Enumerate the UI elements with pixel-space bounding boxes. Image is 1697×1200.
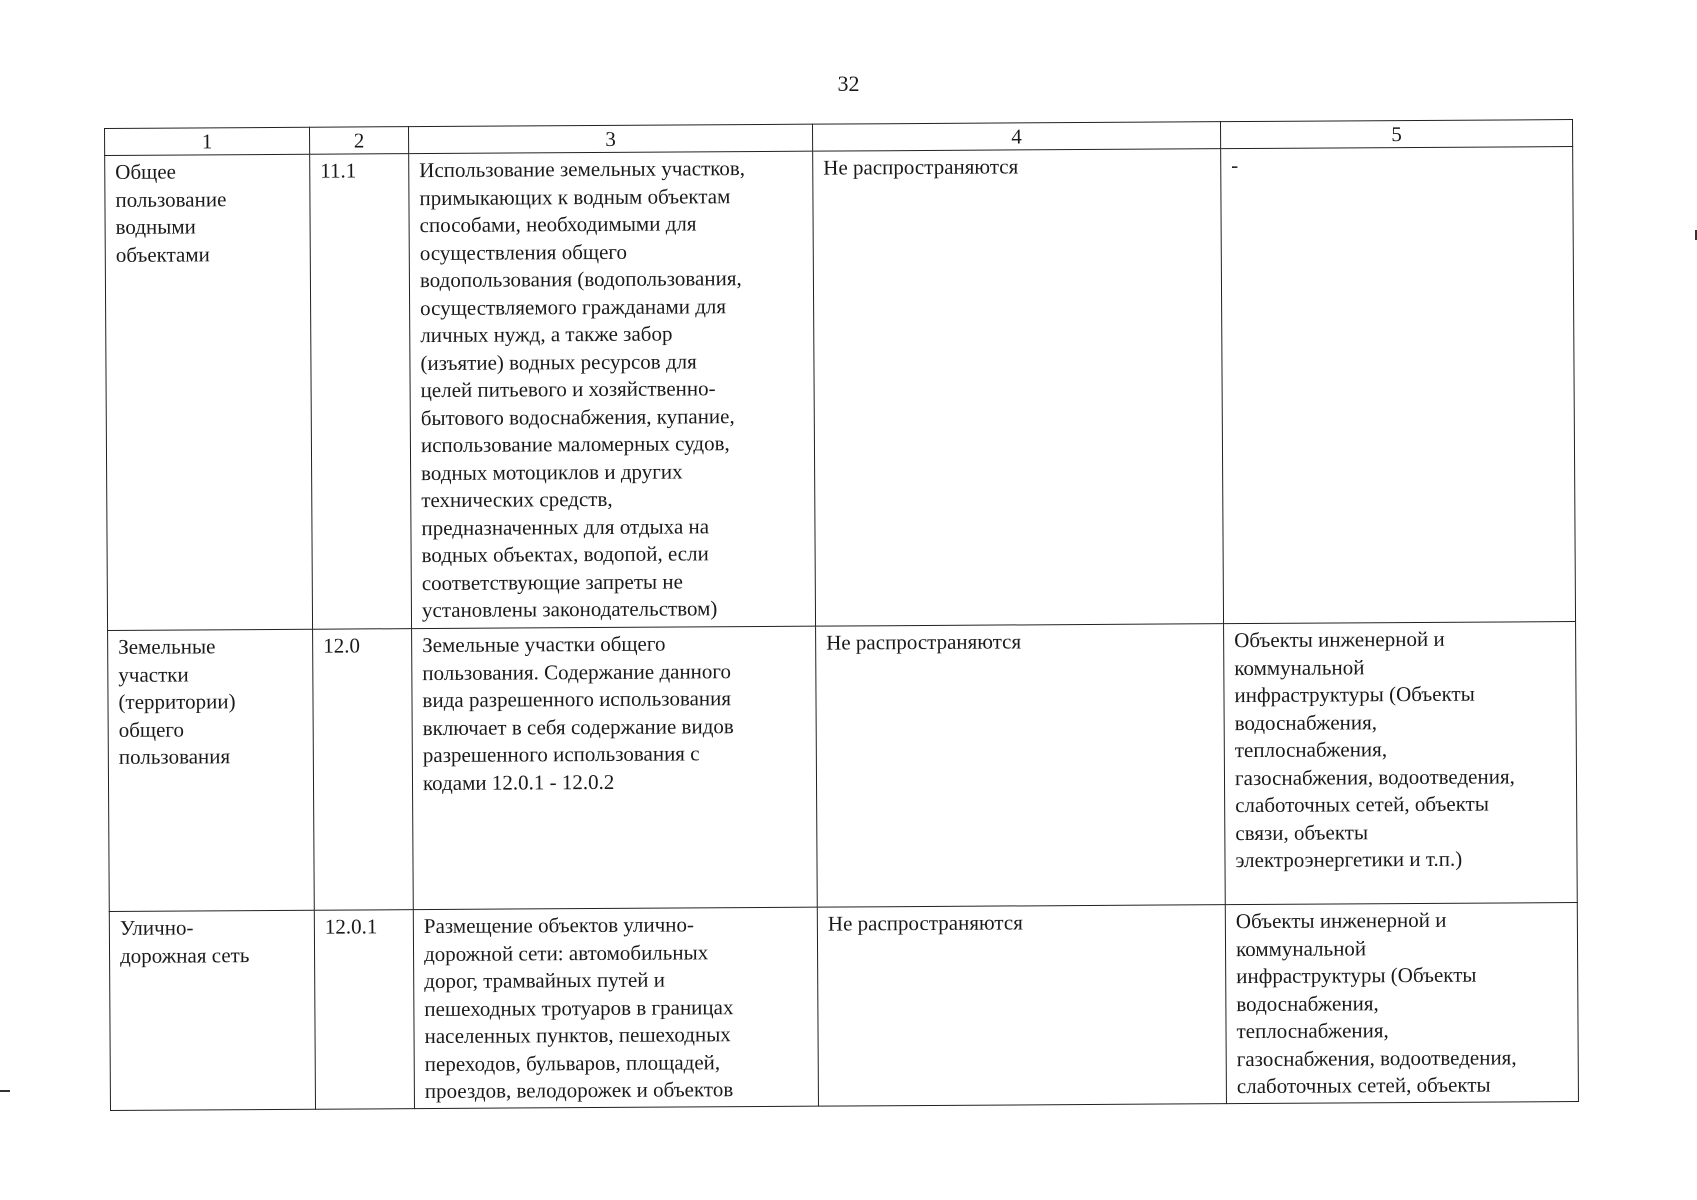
scan-edge-mark	[0, 1090, 10, 1092]
land-use-description-cell: Размещение объектов улично- дорожной сети: автомобильных дорог, трамвайных путей и пешеходных тротуаров в границах населенных пунктов, пешеходных переходов, бульваров, площадей, проездов, велодорожек и объектов	[413, 907, 818, 1108]
land-use-description-cell: Земельные участки общего пользования. Содержание данного вида разрешенного использования включает в себя содержание видов разрешенного использования с кодами 12.0.1 - 12.0.2	[412, 626, 818, 909]
land-use-code-cell: 12.0.1	[314, 910, 414, 1109]
land-use-code-cell: 12.0	[313, 629, 414, 911]
table-row	[108, 622, 1578, 912]
page-number: 32	[837, 71, 860, 96]
column-5-cell: -	[1221, 147, 1576, 624]
land-use-table	[104, 119, 1579, 1110]
table-row	[109, 903, 1578, 1110]
land-use-name-cell: Улично- дорожная сеть	[109, 910, 315, 1110]
column-4-cell: Не распространяются	[813, 149, 1224, 626]
column-number-1: 1	[105, 127, 310, 155]
column-number-5: 5	[1220, 120, 1572, 149]
land-use-name-cell: Общее пользование водными объектами	[105, 154, 313, 630]
column-5-cell: Объекты инженерной и коммунальной инфраструктуры (Объекты водоснабжения, теплоснабжения, газоснабжения, водоотведения, слаботочных сетей, объекты связи, объекты электроэнергетики и т.п.)	[1224, 622, 1578, 905]
land-use-name-cell: Земельные участки (территории) общего пользования	[108, 629, 315, 911]
column-number-3: 3	[408, 124, 812, 153]
column-4-cell: Не распространяются	[817, 905, 1226, 1106]
column-5-cell: Объекты инженерной и коммунальной инфраструктуры (Объекты водоснабжения, теплоснабжения, газоснабжения, водоотведения, слаботочных сетей, объекты	[1225, 903, 1578, 1104]
table-row	[105, 147, 1576, 631]
column-number-4: 4	[812, 122, 1220, 151]
land-use-description-cell: Использование земельных участков, примыкающих к водным объектам способами, необходимыми для осуществления общего водопользования (водопользования, осуществляемого гражданами для личных нужд, а также забор (изъятие) водных ресурсов для целей питьевого и хозяйственно- бытового водоснабжения, купание, использование маломерных судов, водных мотоциклов и других технических средств, предназначенных для отдыха на водных объектах, водопой, если соответствующие запреты не установлены законодательством)	[409, 151, 816, 628]
column-number-2: 2	[309, 127, 408, 155]
land-use-code-cell: 11.1	[310, 154, 412, 630]
column-4-cell: Не распространяются	[816, 624, 1226, 907]
